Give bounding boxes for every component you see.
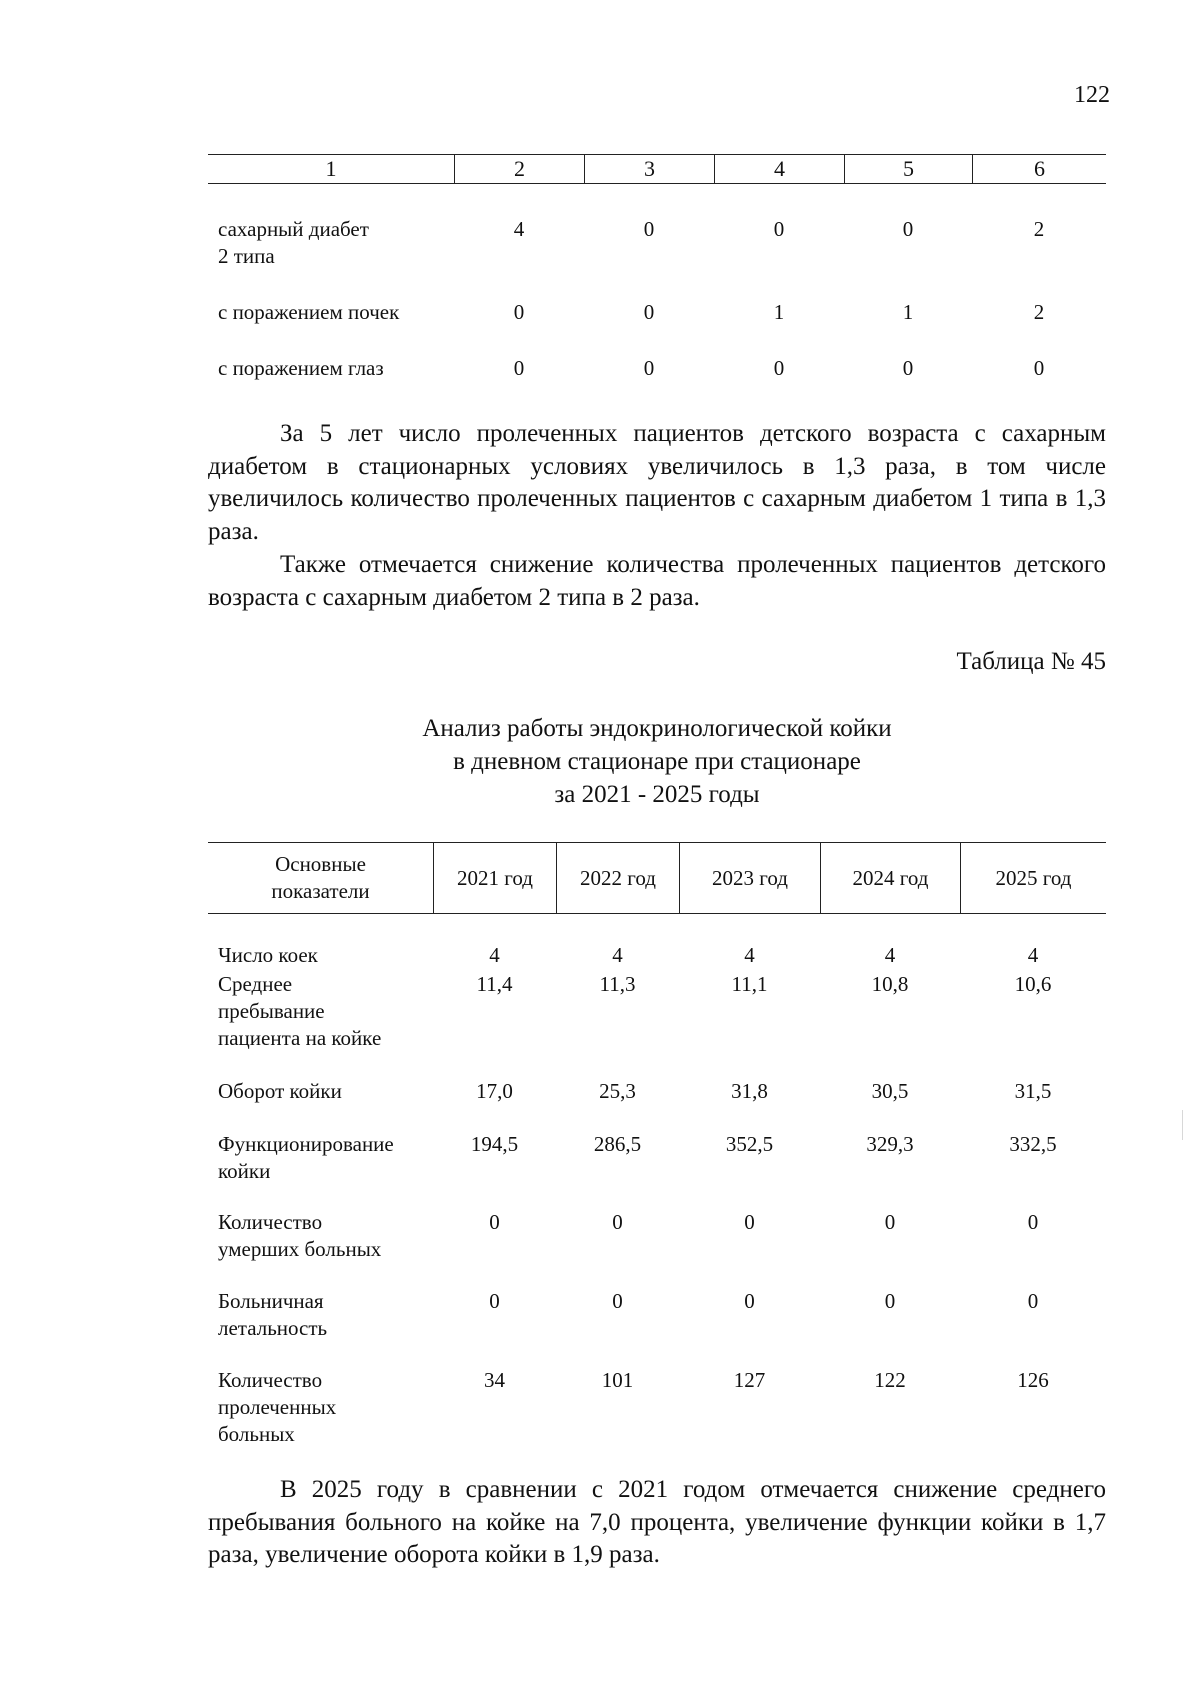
column-number: 2 (454, 155, 584, 183)
header-cell: Основные показатели (271, 852, 370, 903)
column-number-header (208, 154, 1106, 184)
table-cell: 17,0 (476, 1079, 513, 1103)
table-cell: 329,3 (866, 1132, 914, 1156)
table-cell: 101 (601, 1368, 634, 1392)
header-cell: 2024 год (820, 843, 960, 913)
table-cell: 11,1 (731, 972, 768, 996)
table-cell: 2 (1033, 300, 1045, 324)
table-row (208, 1078, 1106, 1131)
table-cell: 194,5 (470, 1132, 519, 1156)
table-cell: 4 (1027, 943, 1039, 967)
column-number: 3 (584, 155, 714, 183)
table-title-line: Анализ работы эндокринологической койки (422, 715, 892, 742)
header-cell: 2023 год (679, 843, 820, 913)
header-cell: 2021 год (433, 843, 556, 913)
table-row (208, 1209, 1106, 1288)
table-cell: 0 (643, 356, 655, 380)
paragraph-decrease: Также отмечается снижение количества пролеченных пациентов детского возраста с сахарным диабетом 2 типа в 2 раза. (208, 551, 1106, 611)
table-cell: 4 (884, 943, 896, 967)
table-cell: 0 (773, 356, 785, 380)
table-number-label: Таблица № 45 (956, 648, 1106, 675)
bed-analysis-table (208, 842, 1106, 1449)
table-row (208, 299, 1106, 355)
column-number: 5 (844, 155, 972, 183)
table-cell: 11,3 (599, 972, 636, 996)
table-row (208, 355, 1106, 395)
table-cell: 0 (744, 1289, 755, 1313)
table-cell: 0 (612, 1289, 623, 1313)
table-row (208, 1131, 1106, 1209)
table-cell: 4 (744, 943, 755, 967)
table-row (208, 942, 1106, 971)
table-cell: 0 (489, 1210, 500, 1234)
column-number: 4 (714, 155, 844, 183)
table-cell: 0 (773, 217, 785, 241)
table-title-line: в дневном стационаре при стационаре (453, 748, 861, 775)
table-cell: 352,5 (725, 1132, 774, 1156)
row-label: Функционирование койки (218, 1132, 394, 1183)
row-label: Оборот койки (218, 1079, 342, 1103)
table-cell: 286,5 (593, 1132, 642, 1156)
header-cell: 2025 год (960, 843, 1106, 913)
paragraph-summary: За 5 лет число пролеченных пациентов детского возраста с сахарным диабетом в стационарных условиях увеличилось в 1,3 раза, в том числе увеличилось количество пролеченных пациентов с сахарным диабетом 1 типа в 1,3 раза. (208, 420, 1106, 545)
table-cell: 31,8 (731, 1079, 768, 1103)
table-cell: 126 (1017, 1368, 1049, 1392)
row-label: Количество умерших больных (218, 1210, 382, 1261)
column-number: 1 (325, 156, 337, 181)
row-label: Количество пролеченных больных (218, 1368, 337, 1446)
table-cell: 1 (902, 300, 914, 324)
table-cell: 4 (513, 217, 525, 241)
table-cell: 1 (773, 300, 785, 324)
row-label: Больничная летальность (218, 1289, 328, 1340)
table-row (208, 1288, 1106, 1367)
table-cell: 34 (484, 1368, 505, 1392)
table-cell: 0 (884, 1210, 896, 1234)
table-cell: 4 (612, 943, 623, 967)
scan-edge-mark (1182, 1110, 1183, 1140)
table-cell: 122 (874, 1368, 906, 1392)
table-cell: 31,5 (1014, 1079, 1052, 1103)
table-cell: 0 (643, 217, 655, 241)
table-row (208, 971, 1106, 1078)
row-label: Среднее пребывание пациента на койке (218, 972, 382, 1050)
table-title (208, 712, 1106, 811)
table-cell: 0 (513, 300, 525, 324)
table-cell: 0 (513, 356, 525, 380)
table-cell: 0 (902, 217, 914, 241)
table-cell: 0 (643, 300, 655, 324)
column-number: 6 (972, 155, 1106, 183)
table-row (208, 216, 1106, 299)
row-label: Число коек (218, 943, 318, 967)
table-cell: 0 (902, 356, 914, 380)
paragraph-conclusion: В 2025 году в сравнении с 2021 годом отмечается снижение среднего пребывания больного на койке на 7,0 процента, увеличение функции койки в 1,7 раза, увеличение оборота койки в 1,9 раза. (208, 1476, 1106, 1568)
row-label: с поражением глаз (218, 356, 384, 380)
page-number: 122 (1074, 82, 1110, 108)
continuation-table (208, 154, 1106, 395)
table-cell: 0 (1027, 1289, 1039, 1313)
table-cell: 10,8 (871, 972, 909, 996)
table-cell: 0 (884, 1289, 896, 1313)
table-cell: 2 (1033, 217, 1045, 241)
table-cell: 0 (1027, 1210, 1039, 1234)
table-row (208, 1367, 1106, 1449)
table-cell: 332,5 (1009, 1132, 1057, 1156)
row-label: сахарный диабет 2 типа (218, 217, 369, 268)
table-cell: 0 (612, 1210, 623, 1234)
table-cell: 10,6 (1014, 972, 1052, 996)
table-header (208, 842, 1106, 914)
header-cell: 2022 год (556, 843, 679, 913)
table-cell: 11,4 (476, 972, 513, 996)
row-label: с поражением почек (218, 300, 400, 324)
table-cell: 4 (489, 943, 500, 967)
table-cell: 25,3 (599, 1079, 636, 1103)
table-cell: 127 (733, 1368, 766, 1392)
table-title-line: за 2021 - 2025 годы (554, 781, 760, 808)
table-cell: 0 (744, 1210, 755, 1234)
table-cell: 0 (1033, 356, 1045, 380)
table-cell: 30,5 (871, 1079, 909, 1103)
table-cell: 0 (489, 1289, 500, 1313)
